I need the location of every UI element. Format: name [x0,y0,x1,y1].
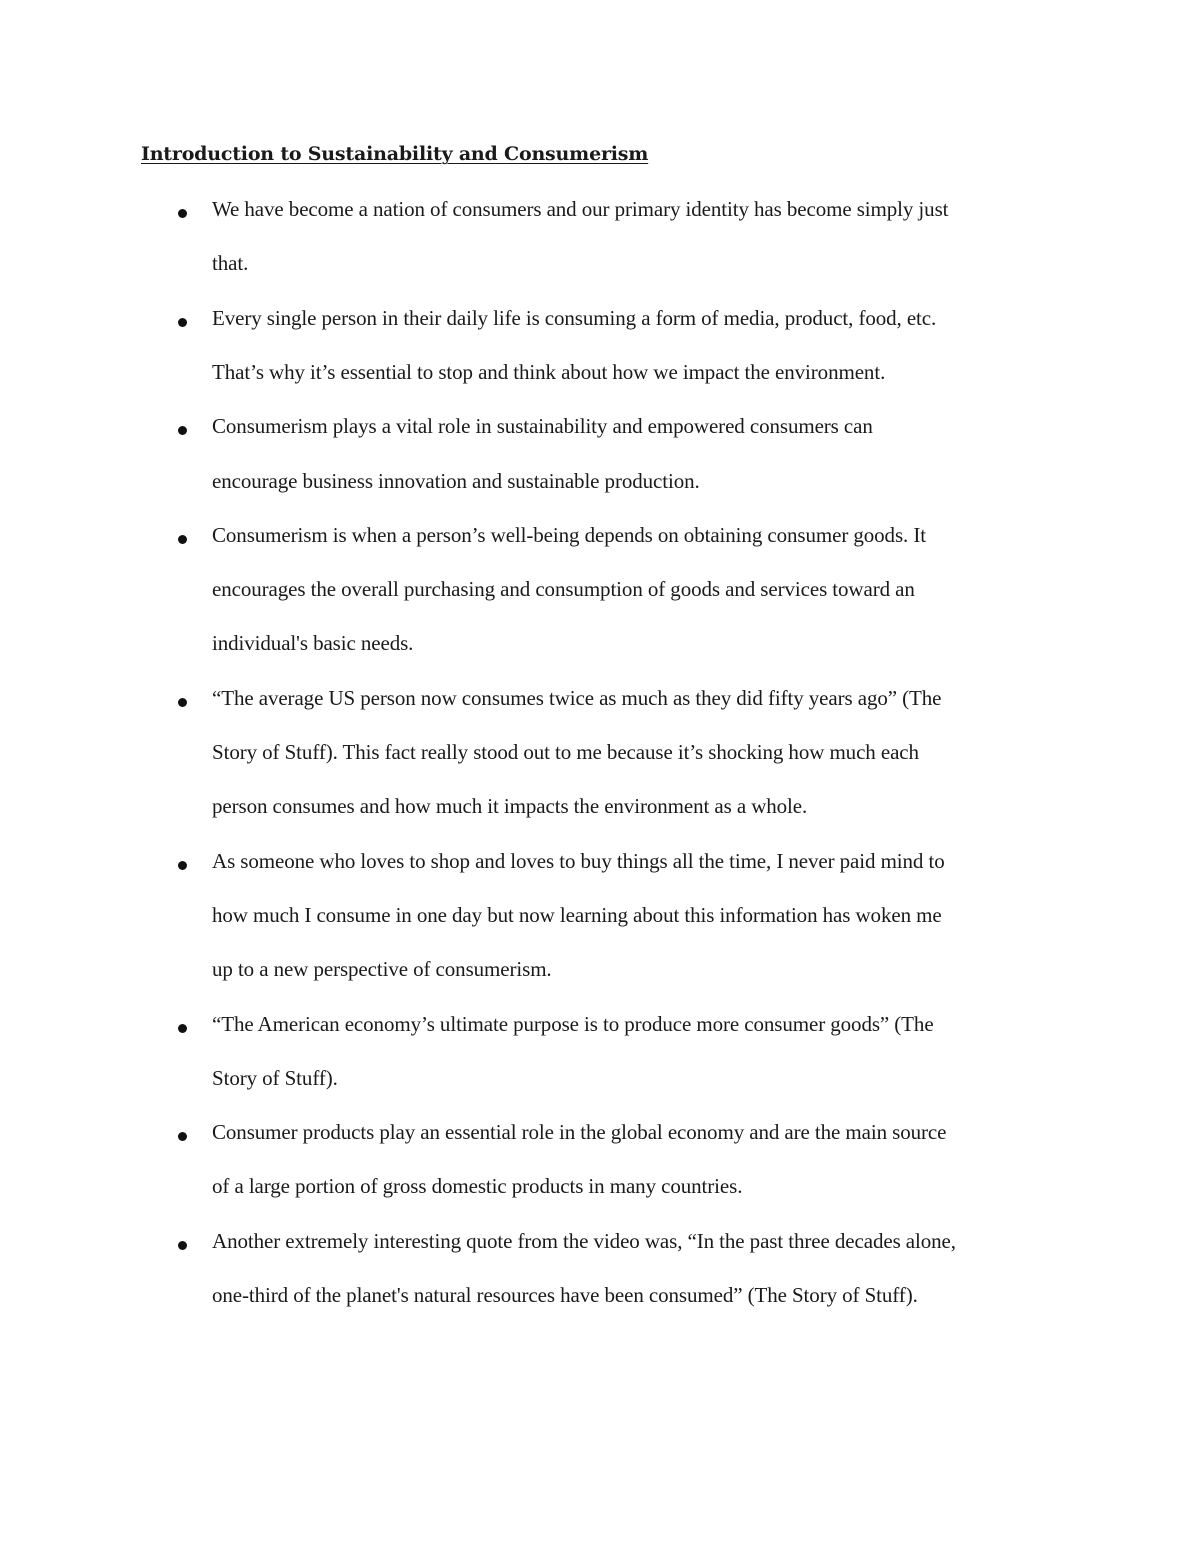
bullet-text-line: one-third of the planet's natural resources have been consumed” (The Story of Stuff). [212,1283,918,1307]
bullet-text-line: up to a new perspective of consumerism. [212,957,552,982]
bullet-text-line: person consumes and how much it impacts the environment as a whole. [212,794,808,819]
bullet-icon [178,1132,187,1141]
bullet-text-line: “The average US person now consumes twice as much as they did fifty years ago” (The [212,685,942,710]
bullet-text-line: Consumerism plays a vital role in sustainability and empowered consumers can [212,414,873,439]
bullet-text-line: Every single person in their daily life is consuming a form of media, product, food, etc. [212,305,937,330]
bullet-text-line: that. [212,251,249,276]
bullet-text-line: That’s why it’s essential to stop and think about how we impact the environment. [212,359,886,384]
bullet-icon [178,318,187,327]
document-title: Introduction to Sustainability and Consumerism [141,143,649,165]
bullet-text-line: As someone who loves to shop and loves to buy things all the time, I never paid mind to [212,848,945,873]
bullet-text-line: Consumer products play an essential role in the global economy and are the main source [212,1120,947,1145]
bullet-text-line: how much I consume in one day but now learning about this information has woken me [212,902,942,927]
bullet-text-line: Another extremely interesting quote from the video was, “In the past three decades alone, [212,1228,956,1253]
bullet-text-line: encourages the overall purchasing and consumption of goods and services toward an [212,577,915,602]
bullet-text-line: Story of Stuff). [212,1065,338,1090]
bullet-text-line: encourage business innovation and sustainable production. [212,468,700,493]
bullet-icon [178,209,187,218]
bullet-icon [178,426,187,435]
bullet-icon [178,861,187,870]
bullet-text-line: of a large portion of gross domestic products in many countries. [212,1174,743,1199]
bullet-icon [178,1024,187,1033]
bullet-text-line: Consumerism is when a person’s well-being depends on obtaining consumer goods. It [212,522,926,547]
bullet-icon [178,1241,187,1250]
bullet-text-line: individual's basic needs. [212,631,414,656]
bullet-icon [178,698,187,707]
bullet-icon [178,535,187,544]
bullet-text-line: Story of Stuff). This fact really stood out to me because it’s shocking how much each [212,740,919,764]
bullet-text-line: We have become a nation of consumers and our primary identity has become simply just [212,197,949,221]
bullet-text-line: “The American economy’s ultimate purpose is to produce more consumer goods” (The [212,1011,934,1036]
